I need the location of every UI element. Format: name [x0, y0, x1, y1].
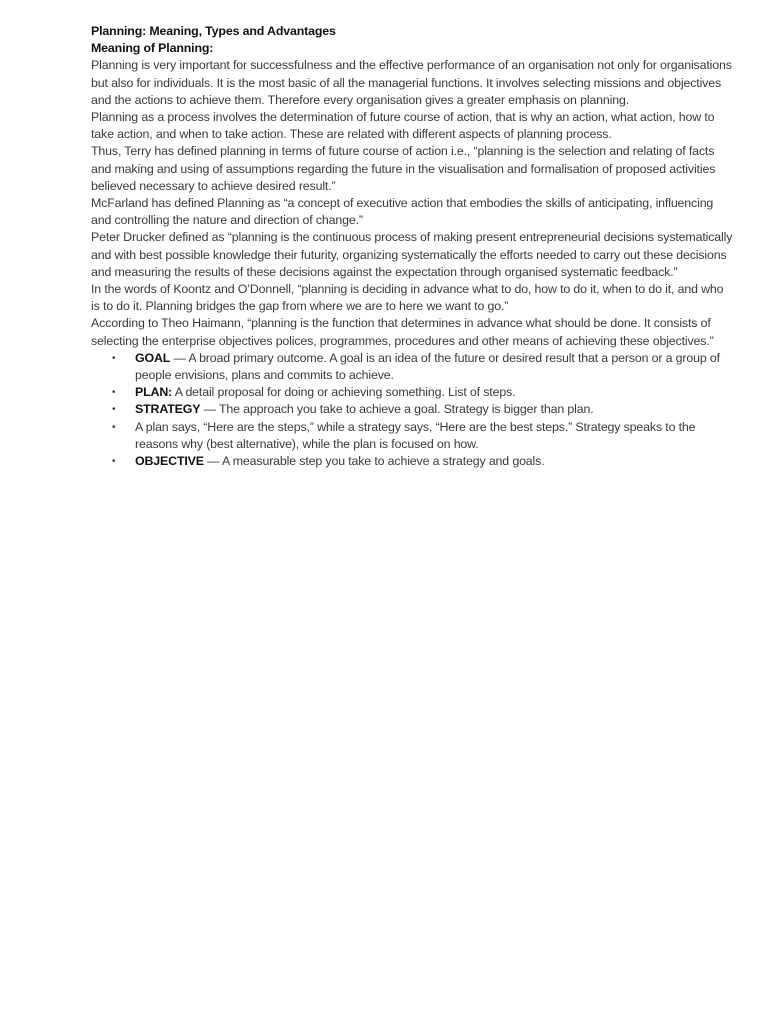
bullet-text: A plan says, “Here are the steps,” while a strategy says, “Here are the best steps.” Strategy speaks to the reasons why (best alternative), while the plan is focused on how.: [135, 419, 696, 451]
bullet-text: — The approach you take to achieve a goal. Strategy is bigger than plan.: [200, 402, 594, 417]
paragraph-drucker: Peter Drucker defined as “planning is the continuous process of making present entrepreneurial decisions systematically and with best possible knowledge their futurity, organizing systematically the efforts needed to carry out these decisions and measuring the results of these decisions against the expectation through organised systematic feedback.”: [91, 230, 733, 279]
bullet-marker: •: [112, 456, 116, 468]
paragraph-process: Planning as a process involves the determination of future course of action, that is why an action, what action, how to take action, and when to take action. These are related with different aspects of planning process.: [91, 110, 715, 142]
bullet-marker: •: [112, 404, 116, 416]
paragraph-haimann: According to Theo Haimann, “planning is the function that determines in advance what should be done. It consists of selecting the enterprise objectives polices, programmes, procedures and other means of achieving these objectives.”: [91, 316, 714, 348]
list-item-plan: [91, 384, 735, 401]
section-heading: Meaning of Planning:: [91, 41, 214, 56]
bullet-text: A detail proposal for doing or achieving something. List of steps.: [172, 385, 516, 400]
list-item-goal: [91, 350, 735, 384]
bullet-marker: •: [112, 387, 116, 399]
paragraph-terry: Thus, Terry has defined planning in terms of future course of action i.e., “planning is the selection and relating of facts and making and using of assumptions regarding the future in the visualisation and formalisation of proposed activities believed necessary to achieve desired result.”: [91, 144, 716, 193]
bullet-term: PLAN:: [135, 385, 173, 400]
bullet-text: — A measurable step you take to achieve a strategy and goals.: [203, 454, 545, 469]
bullet-text: — A broad primary outcome. A goal is an idea of the future or desired result that a person or a group of people envisions, plans and commits to achieve.: [135, 350, 720, 383]
list-item-objective: [91, 453, 735, 470]
bullet-marker: •: [112, 421, 116, 433]
document-title: Planning: Meaning, Types and Advantages: [91, 24, 336, 38]
paragraph-intro: Planning is very important for successfulness and the effective performance of an organisation not only for organisations but also for individuals. It is the most basic of all the managerial functions. It involves selecting missions and objectives and the actions to achieve them. Therefore every organisation gives a greater emphasis on planning.: [91, 58, 732, 107]
bullet-term: STRATEGY: [135, 402, 201, 417]
bullet-term: OBJECTIVE: [135, 454, 204, 469]
bullet-term: GOAL: [135, 350, 171, 365]
document-page: [91, 23, 735, 470]
bullet-list: [91, 350, 735, 470]
list-item-strategy: [91, 401, 735, 418]
list-item-plan-vs-strategy: [91, 419, 735, 453]
bullet-marker: •: [112, 352, 116, 364]
paragraph-koontz: In the words of Koontz and O’Donnell, “planning is deciding in advance what to do, how to do it, when to do it, and who is to do it. Planning bridges the gap from where we are to here we want to go.”: [91, 282, 724, 314]
paragraph-mcfarland: McFarland has defined Planning as “a concept of executive action that embodies the skills of anticipating, influencing and controlling the nature and direction of change.”: [91, 196, 714, 228]
